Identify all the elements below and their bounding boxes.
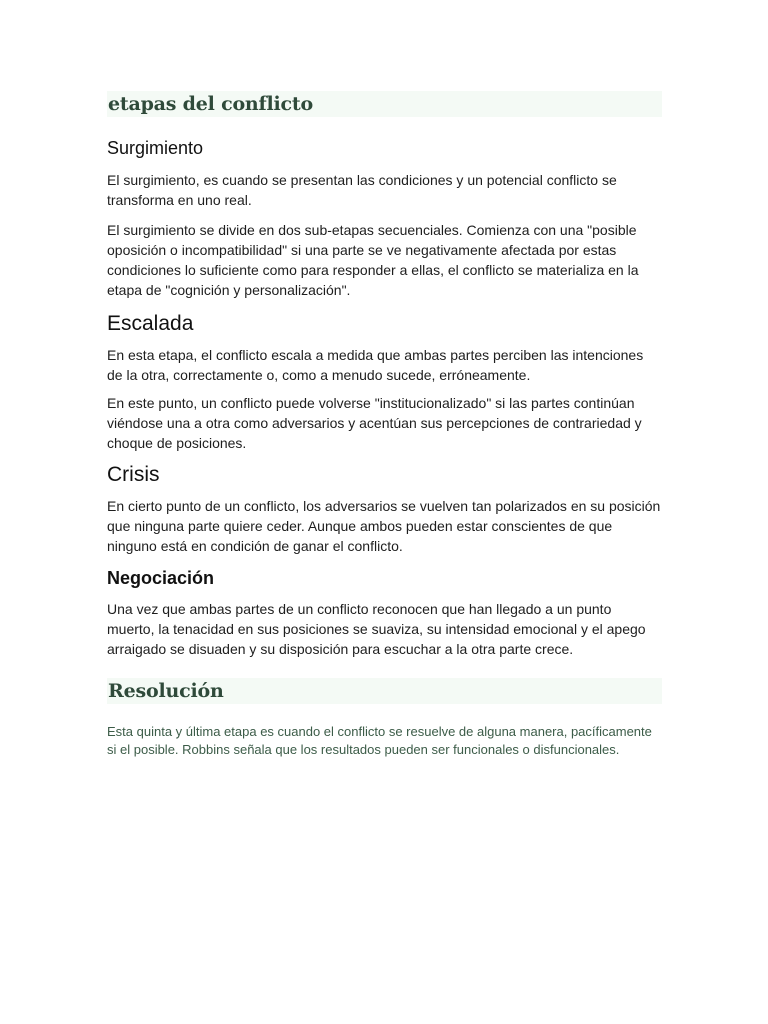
paragraph-crisis-1: En cierto punto de un conflicto, los adversarios se vuelven tan polarizados en su posición que ninguna parte quiere ceder. Aunque ambos pueden estar conscientes de que ninguno está en condición de ganar el conflicto.	[107, 498, 661, 554]
resolucion-banner	[107, 678, 662, 704]
paragraph-surgimiento-1: El surgimiento, es cuando se presentan las condiciones y un potencial conflicto se transforma en uno real.	[107, 172, 617, 208]
section-heading-negociacion: Negociación	[107, 568, 215, 588]
paragraph-negociacion-1: Una vez que ambas partes de un conflicto reconocen que han llegado a un punto muerto, la tenacidad en sus posiciones se suaviza, su intensidad emocional y el apego arraigado se disuaden y su disposición para escuchar a la otra parte crece.	[107, 601, 646, 657]
section-heading-resolucion: Resolución	[108, 680, 224, 702]
paragraph-surgimiento-2: El surgimiento se divide en dos sub-etapas secuenciales. Comienza con una "posible oposición o incompatibilidad" si una parte se ve negativamente afectada por estas condiciones lo suficiente como para responder a ellas, el conflicto se materializa en la etapa de "cognición y personalización".	[107, 222, 639, 298]
section-heading-escalada: Escalada	[107, 312, 194, 335]
title-banner	[107, 91, 662, 117]
document-content	[107, 91, 662, 759]
section-heading-crisis: Crisis	[107, 463, 160, 486]
paragraph-escalada-2: En este punto, un conflicto puede volverse "institucionalizado" si las partes continúan viéndose una a otra como adversarios y acentúan sus percepciones de contrariedad y choque de posiciones.	[107, 395, 642, 451]
paragraph-resolucion-1: Esta quinta y última etapa es cuando el conflicto se resuelve de alguna manera, pacíficamente si el posible. Robbins señala que los resultados pueden ser funcionales o disfuncionales.	[107, 724, 652, 757]
paragraph-escalada-1: En esta etapa, el conflicto escala a medida que ambas partes perciben las intenciones de la otra, correctamente o, como a menudo sucede, erróneamente.	[107, 347, 644, 383]
section-heading-surgimiento: Surgimiento	[107, 138, 204, 158]
page-title: etapas del conflicto	[108, 93, 313, 115]
